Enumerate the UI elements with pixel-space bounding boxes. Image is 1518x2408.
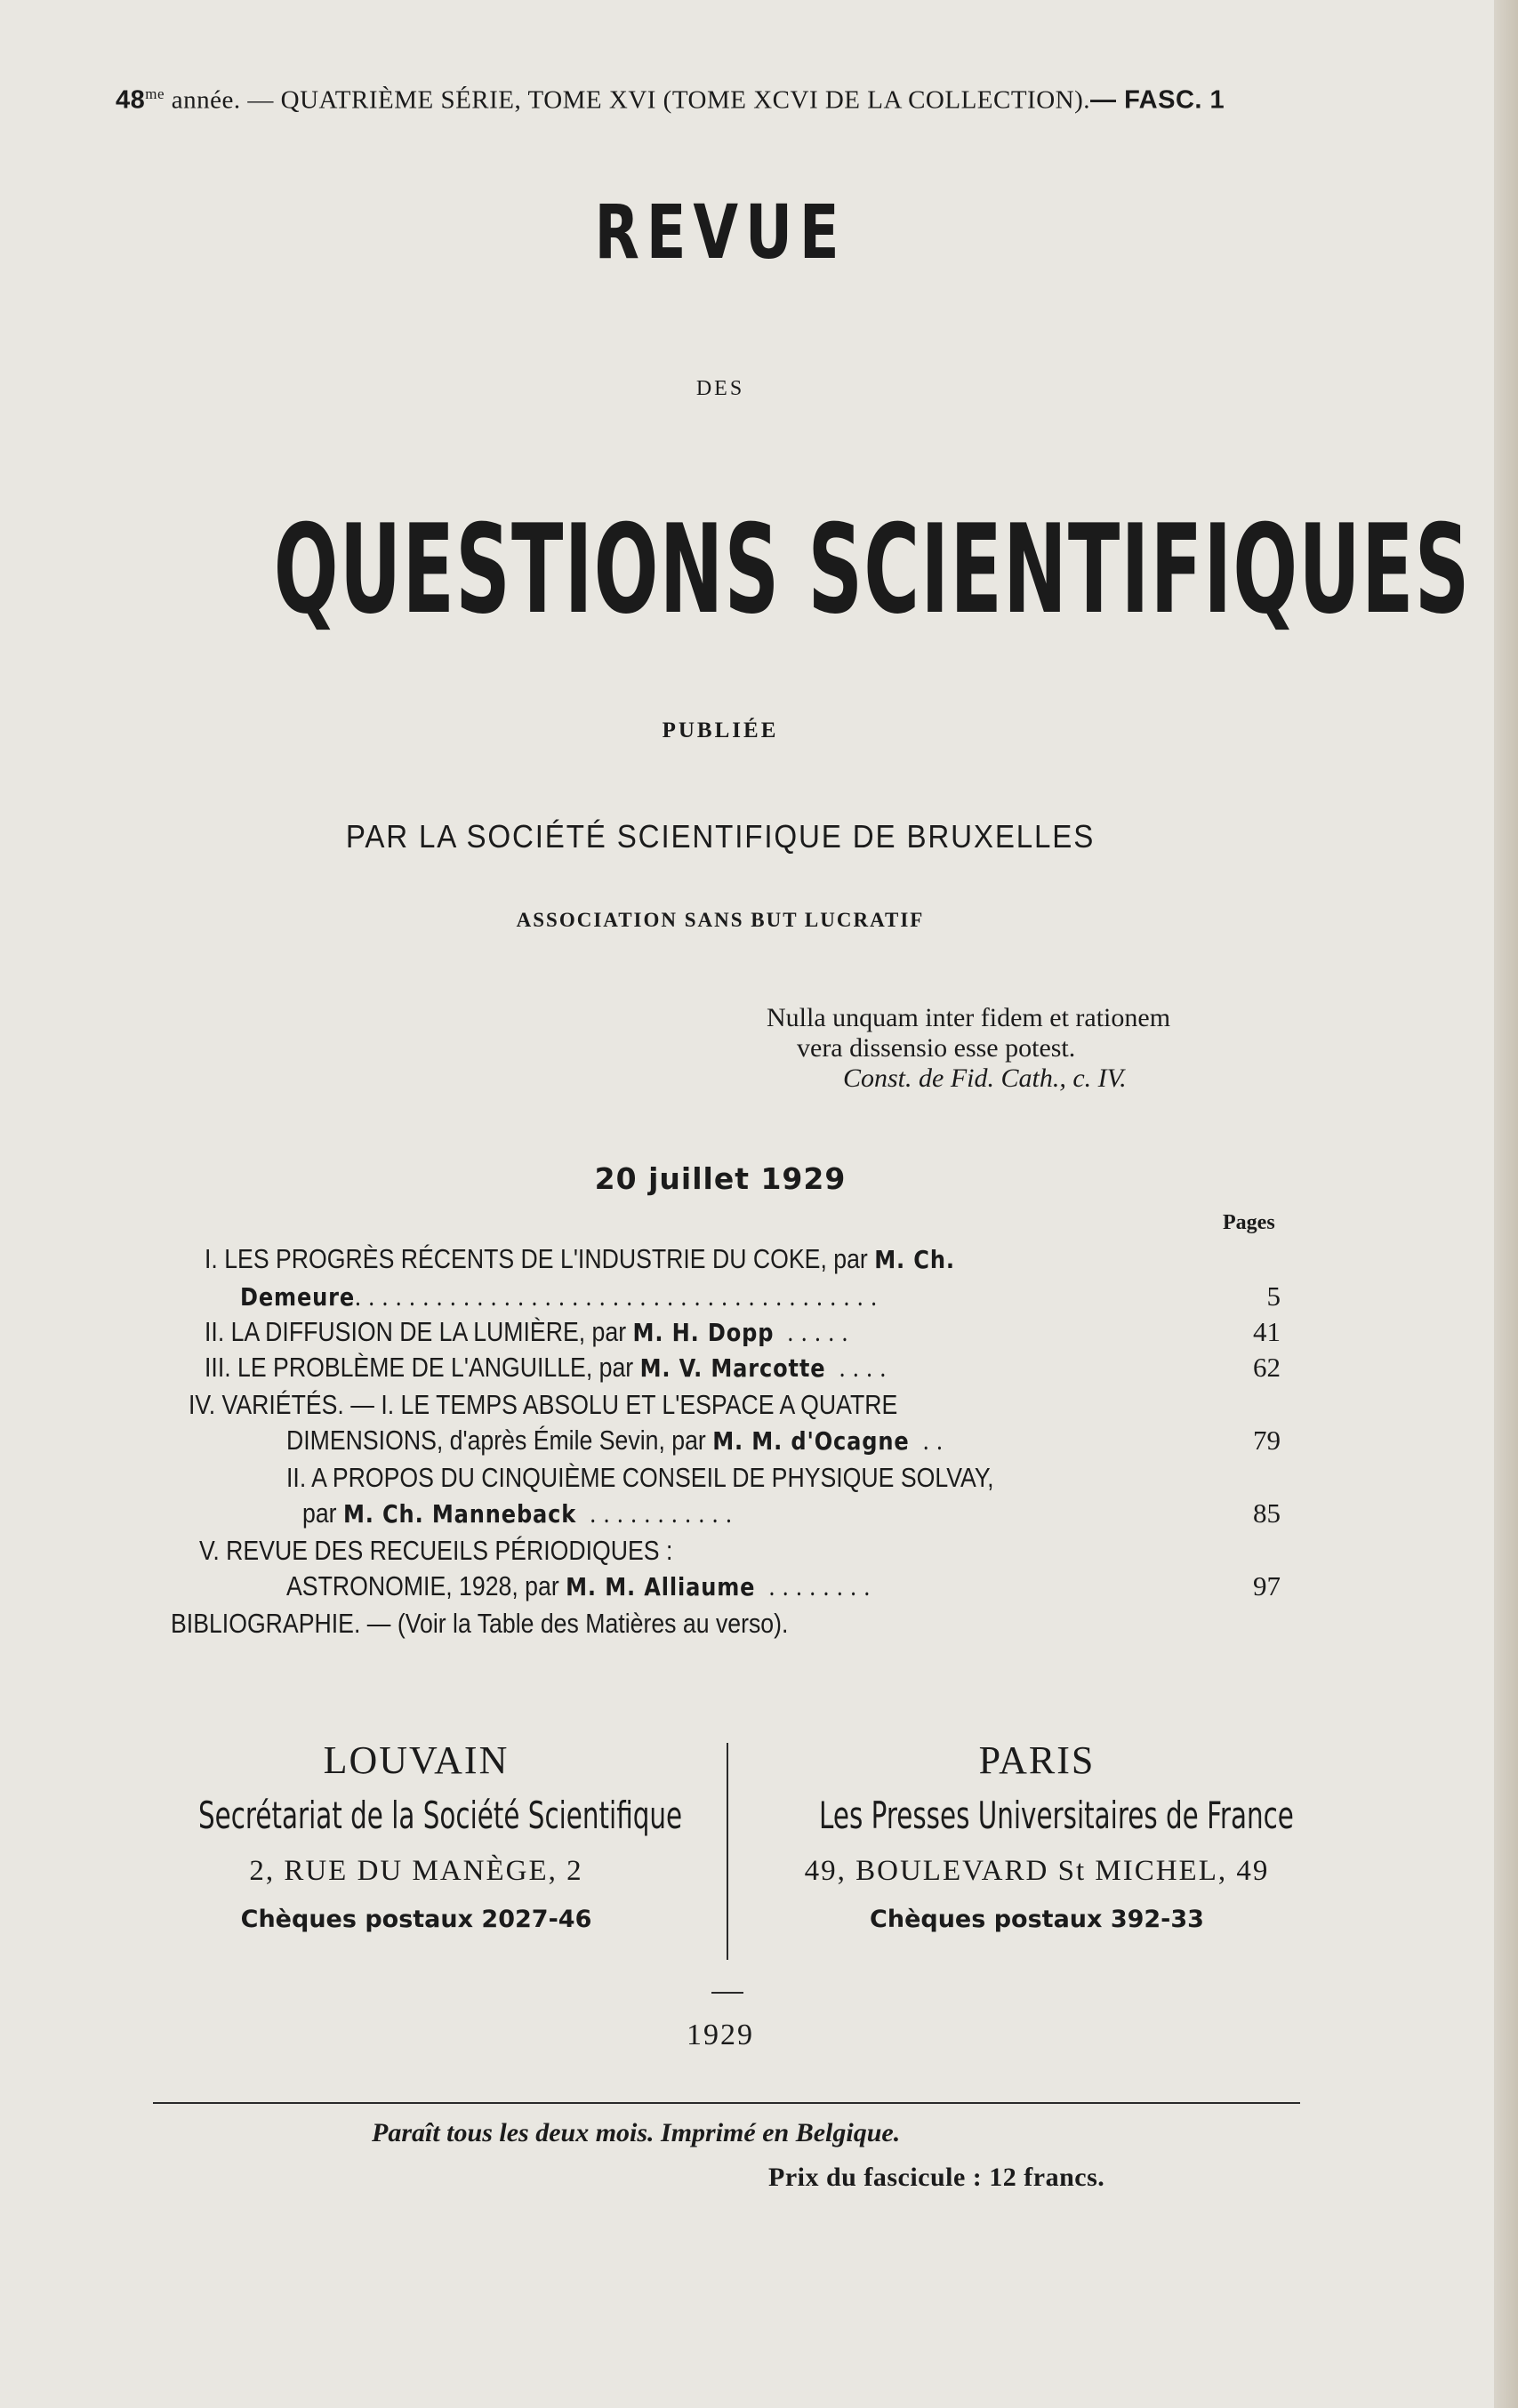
toc-page-number: 97 [1253,1570,1281,1601]
publisher-paris [726,1734,1348,1942]
issue-date: 20 juillet 1929 [594,1161,847,1196]
frequency-note: Paraît tous les deux mois. Imprimé en Belgique. [372,2118,901,2147]
price-note: Prix du fascicule : 12 francs. [768,2163,1105,2192]
publisher-city: LOUVAIN [323,1738,510,1782]
toc-entry-author: M. H. Dopp [632,1318,775,1347]
toc-entry-title: IV. VARIÉTÉS. — I. LE TEMPS ABSOLU ET L'ESPACE A QUATRE [189,1389,898,1420]
toc-row [205,1352,894,1384]
publisher-address: 2, RUE DU MANÈGE, 2 [249,1855,583,1887]
motto-line-2: vera dissensio esse potest. [797,1033,1076,1063]
toc-entry-author: Demeure [240,1282,356,1312]
issue-year-number: 48 [116,85,146,115]
toc-leader-dots: ........ [755,1570,878,1601]
toc-row [286,1425,950,1457]
page-edge [1494,0,1518,2408]
title-main: QUESTIONS SCIENTIFIQUES [273,498,1471,641]
title-revue: REVUE [594,189,847,276]
toc-leader-dots: ....................................... [355,1280,885,1312]
toc-entry-title: II. A PROPOS DU CINQUIÈME CONSEIL DE PHYSIQUE SOLVAY, [286,1462,994,1493]
toc-entry-author: M. M. Alliaume [566,1572,756,1601]
issue-header-line [116,85,1325,116]
title-des: DES [695,377,745,400]
toc-page-number: 41 [1253,1316,1281,1347]
toc-entry-title: par [302,1497,337,1529]
toc-leader-dots: ........... [576,1497,740,1529]
footer-rule [153,2102,1300,2104]
toc-row [199,1535,672,1567]
association-note: ASSOCIATION SANS BUT LUCRATIF [516,909,925,931]
publisher-city: PARIS [978,1738,1096,1782]
motto-source: Const. de Fid. Cath., c. IV. [843,1064,1127,1093]
toc-entry-title: BIBLIOGRAPHIE. — (Voir la Table des Matières au verso). [171,1608,789,1639]
toc-leader-dots: .. [909,1425,951,1456]
publisher-cheques: Chèques postaux 2027-46 [240,1906,592,1933]
toc-row [240,1280,884,1312]
motto-quote [767,1003,1170,1094]
toc-row [286,1462,994,1494]
toc-page-number: 79 [1253,1425,1281,1456]
toc-row [171,1608,788,1640]
toc-entry-author: M. Ch. [874,1245,955,1274]
issue-year-suffix: me [145,85,165,102]
toc-entry-title: III. LE PROBLÈME DE L'ANGUILLE, par [205,1352,634,1383]
toc-entry-title: DIMENSIONS, d'après Émile Sevin, par [286,1425,706,1456]
toc-entry-title: I. LES PROGRÈS RÉCENTS DE L'INDUSTRIE DU COKE, par [205,1243,868,1274]
toc-page-number: 85 [1253,1497,1281,1529]
toc-entry-title: II. LA DIFFUSION DE LA LUMIÈRE, par [205,1316,627,1347]
publisher-name: Les Presses Universitaires de France [819,1794,1294,1837]
fascicle-number: — FASC. 1 [1090,85,1225,115]
toc-leader-dots: ..... [774,1316,855,1347]
publisher-name: Secrétariat de la Société Scientifique [198,1794,683,1837]
toc-page-number: 62 [1253,1352,1281,1383]
toc-page-number: 5 [1266,1280,1281,1312]
publisher-cheques: Chèques postaux 392-33 [870,1906,1204,1933]
toc-entry-author: M. M. d'Ocagne [712,1426,910,1456]
toc-row [189,1389,897,1421]
motto-line-1: Nulla unquam inter fidem et rationem [767,1003,1171,1032]
year-dash [711,1992,743,1994]
series-info: — QUATRIÈME SÉRIE, TOME XVI (TOME XCVI DE LA COLLECTION). [247,85,1091,115]
toc-entry-author: M. V. Marcotte [639,1353,826,1383]
toc-row [205,1243,955,1275]
publication-year: 1929 [687,2019,754,2051]
toc-pages-label: Pages [1223,1211,1275,1234]
toc-row [205,1316,855,1348]
toc-entry-author: M. Ch. Manneback [342,1499,577,1529]
toc-entry-title: V. REVUE DES RECUEILS PÉRIODIQUES : [199,1535,673,1566]
published-label: PUBLIÉE [662,718,779,742]
issue-year-word: année. [171,85,241,115]
toc-leader-dots: .... [825,1352,894,1383]
toc-row [286,1570,878,1602]
publisher-address: 49, BOULEVARD St MICHEL, 49 [804,1855,1270,1887]
publisher-louvain [105,1734,727,1942]
toc-entry-title: ASTRONOMIE, 1928, par [286,1570,559,1601]
publisher-society: PAR LA SOCIÉTÉ SCIENTIFIQUE DE BRUXELLES [345,818,1096,855]
toc-row [302,1497,739,1529]
